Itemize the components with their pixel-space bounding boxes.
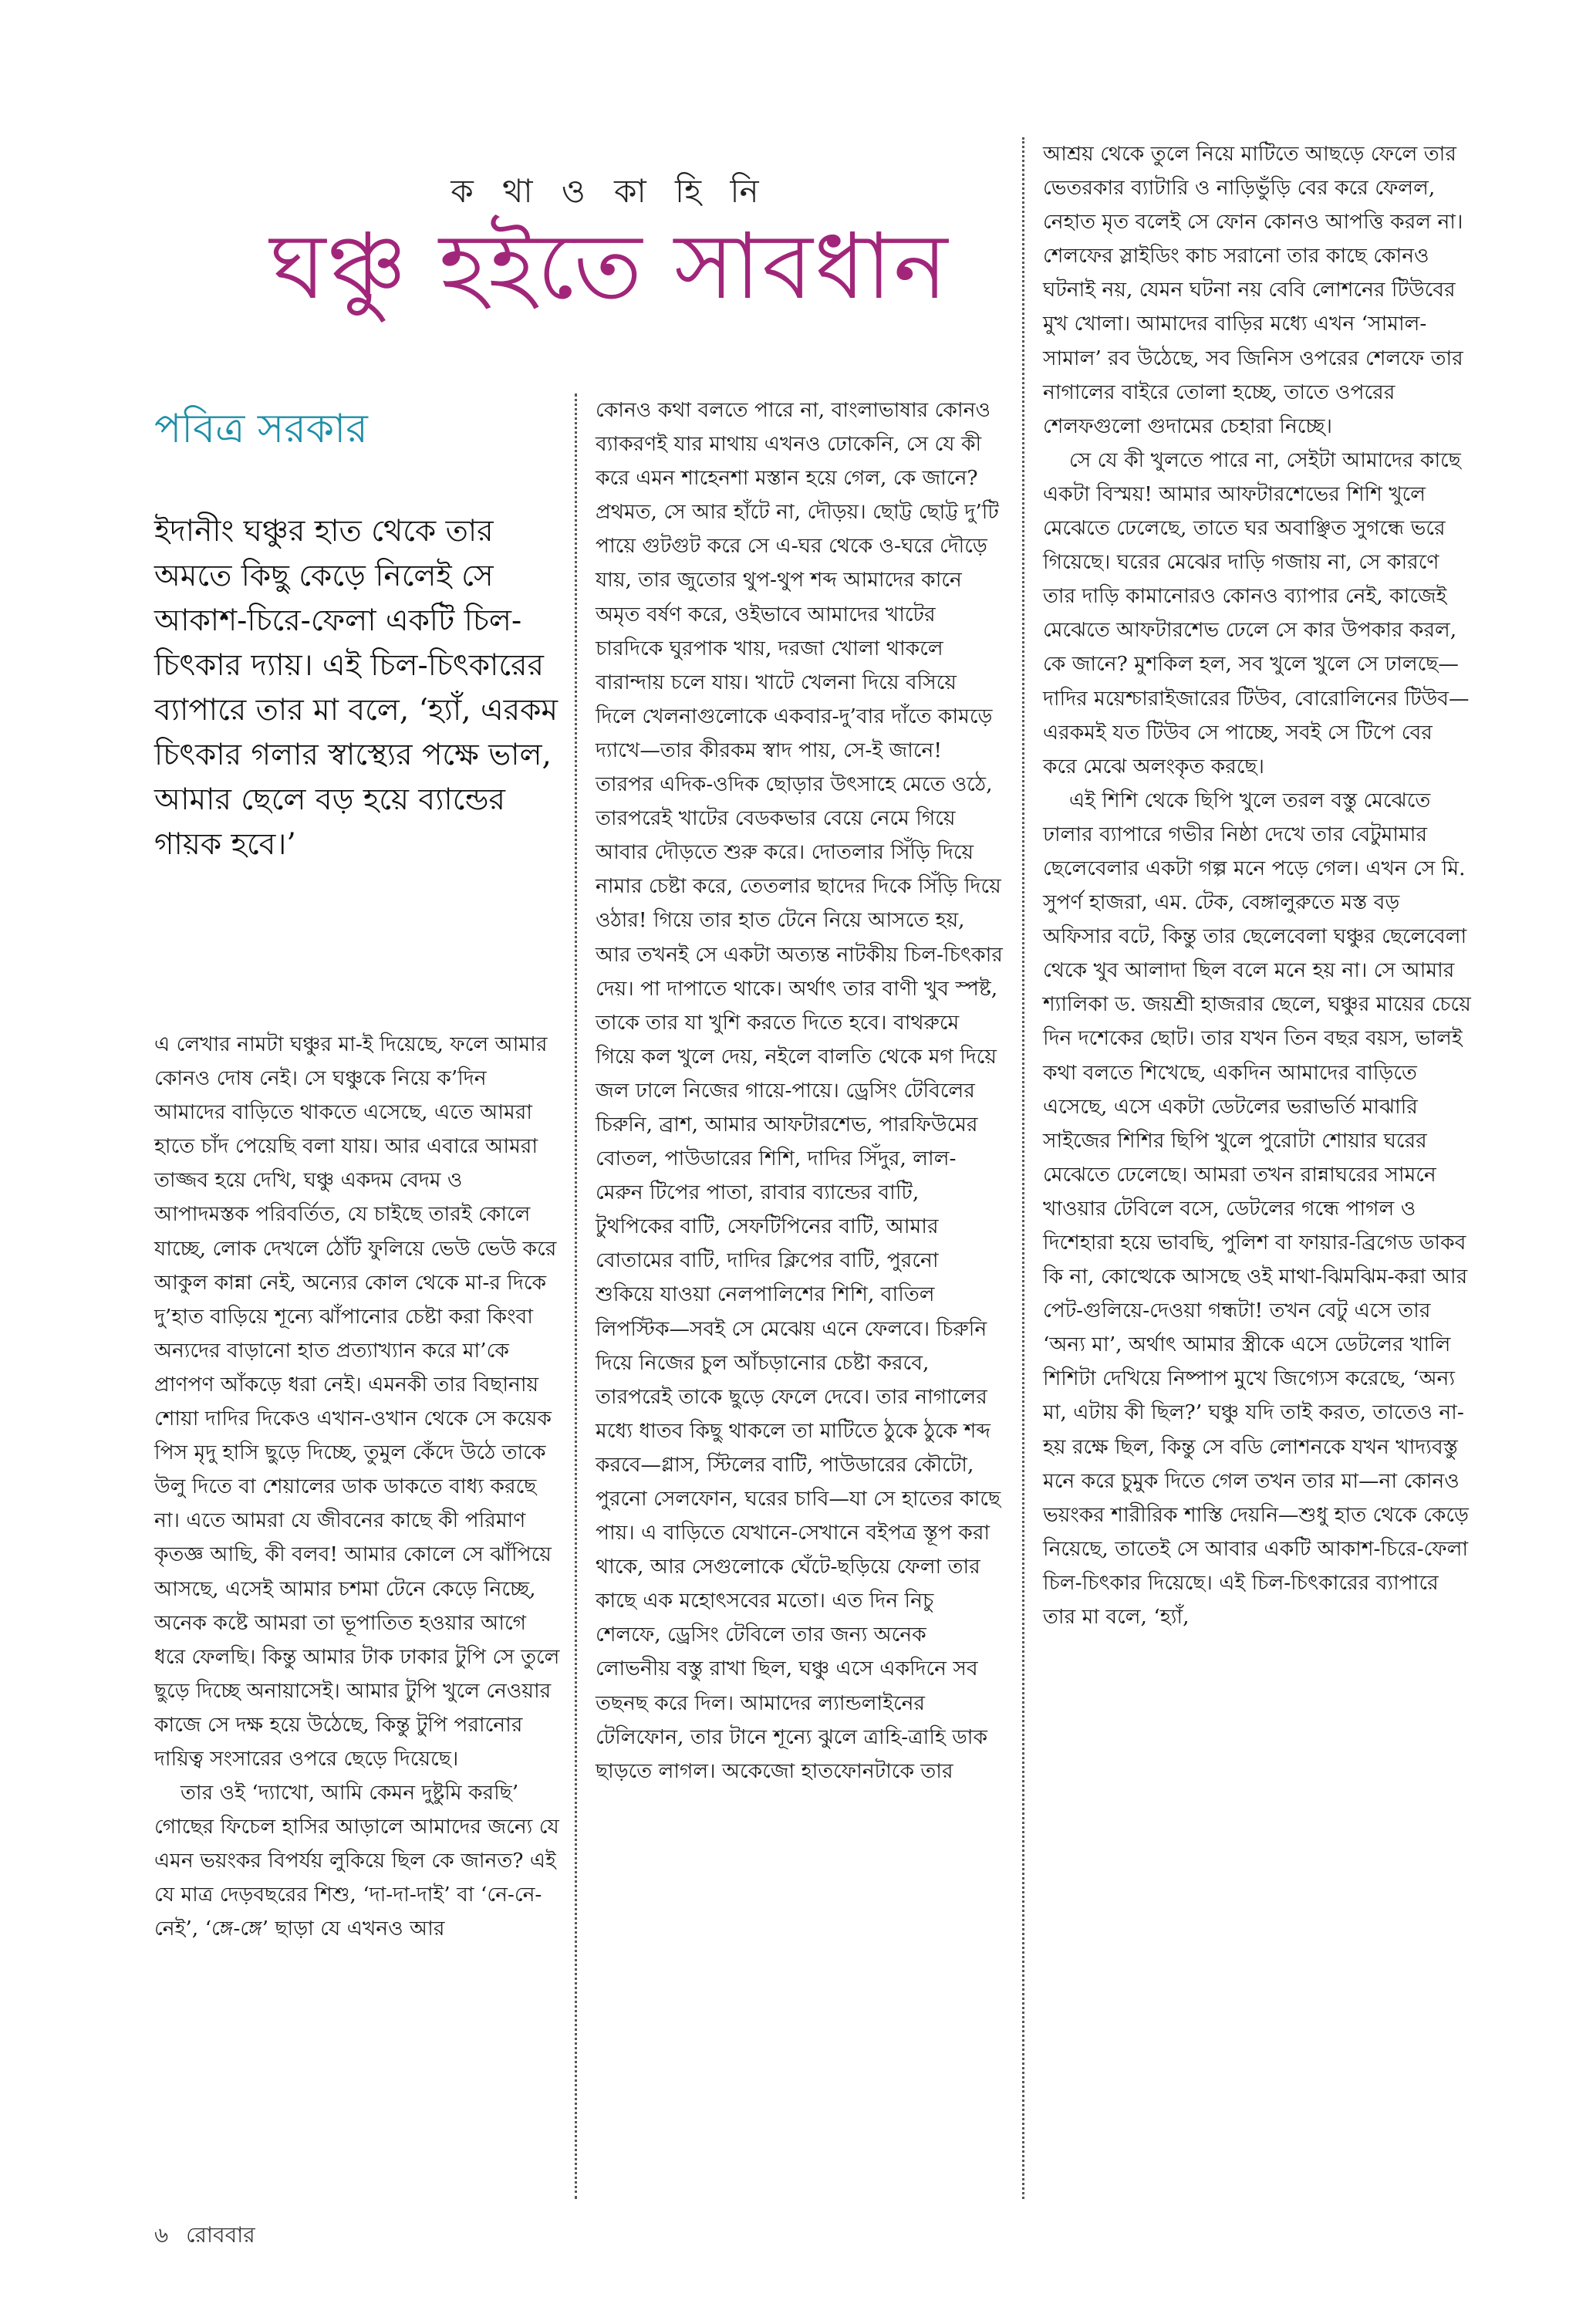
column-divider bbox=[575, 394, 577, 2199]
paragraph: সে যে কী খুলতে পারে না, সেইটা আমাদের কাছে একটা বিস্ময়! আমার আফটারশেভের শিশি খুলে মেঝেতে ঢেলেছে, তাতে ঘর অবাঞ্ছিত সুগন্ধে ভরে গিয়েছে। ঘরের মেঝের দাড়ি গজায় না, সে কারণে তার দাড়ি কামানোরও কোনও ব্যাপার নেই, কাজেই মেঝেতে আফটারশেভ ঢেলে সে কার উপকার করল, কে জানে? মুশকিল হল, সব খুলে খুলে সে ঢালছে—দাদির ময়েশ্চারাইজারের টিউব, বোরোলিনের টিউব—এরকমই যত টিউব সে পাচ্ছে, সবই সে টিপে বের করে মেঝে অলংকৃত করছে। bbox=[1043, 448, 1470, 779]
paragraph: তার ওই ‘দ্যাখো, আমি কেমন দুষ্টুমি করছি’ গোছের ফিচেল হাসির আড়ালে আমাদের জন্যে যে এমন ভয়ংকর বিপর্যয় লুকিয়ে ছিল কে জানত? এই যে মাত্র দেড়বছরের শিশু, ‘দা-দা-দাই’ বা ‘নে-নে-নেই’, ‘ঙ্গে-ঙ্গে’ ছাড়া যে এখনও আর bbox=[154, 1781, 559, 1941]
body-column-1 bbox=[154, 1028, 563, 1947]
body-column-3 bbox=[1043, 137, 1471, 1634]
author-name: পবিত্র সরকার bbox=[154, 406, 368, 452]
paragraph: এই শিশি থেকে ছিপি খুলে তরল বস্তু মেঝেতে ঢালার ব্যাপারে গভীর নিষ্ঠা দেখে তার বেটুমামার ছেলেবেলার একটা গল্প মনে পড়ে গেল। এখন সে মি. সুপর্ণ হাজরা, এম. টেক, বেঙ্গালুরুতে মস্ত বড় অফিসার বটে, কিন্তু তার ছেলেবেলা ঘঞ্চুর ছেলেবেলা থেকে খুব আলাদা ছিল বলে মনে হয় না। সে আমার শ্যালিকা ড. জয়শ্রী হাজরার ছেলে, ঘঞ্চুর মায়ের চেয়ে দিন দশেকের ছোট। তার যখন তিন বছর বয়স, ভালই কথা বলতে শিখেছে, একদিন আমাদের বাড়িতে এসেছে, এসে একটা ডেটলের ভরাভর্তি মাঝারি সাইজের শিশির ছিপি খুলে পুরোটা শোয়ার ঘরের মেঝেতে ঢেলেছে। আমরা তখন রান্নাঘরের সামনে খাওয়ার টেবিলে বসে, ডেটলের গন্ধে পাগল ও দিশেহারা হয়ে ভাবছি, পুলিশ বা ফায়ার-ব্রিগেড ডাকব কি না, কোত্থেকে আসছে ওই মাথা-ঝিমঝিম-করা আর পেট-গুলিয়ে-দেওয়া গন্ধটা! তখন বেটু এসে তার ‘অন্য মা’, অর্থাৎ আমার স্ত্রীকে এসে ডেটলের খালি শিশিটা দেখিয়ে নিষ্পাপ মুখে জিগ্যেস করেছে, ‘অন্য মা, এটায় কী ছিল?’ ঘঞ্চু যদি তাই করত, তাতেও না-হয় রক্ষে ছিল, কিন্তু সে বডি লোশনকে যখন খাদ্যবস্তু মনে করে চুমুক দিতে গেল তখন তার মা—না কোনও ভয়ংকর শারীরিক শাস্তি দেয়নি—শুধু হাত থেকে কেড়ে নিয়েছে, তাতেই সে আবার একটি আকাশ-চিরে-ফেলা চিল-চিৎকার দিয়েছে। এই চিল-চিৎকারের ব্যাপারে তার মা বলে, ‘হ্যাঁ, bbox=[1043, 788, 1471, 1630]
magazine-name: রোববার bbox=[186, 2222, 255, 2248]
article-title: ঘঞ্চু হইতে সাবধান bbox=[269, 213, 950, 319]
pull-quote bbox=[154, 509, 563, 867]
section-kicker: ক থা ও কা হি নি bbox=[451, 172, 768, 210]
paragraph: কোনও কথা বলতে পারে না, বাংলাভাষার কোনও ব্যাকরণই যার মাথায় এখনও ঢোকেনি, সে যে কী করে এমন শাহেনশা মস্তান হয়ে গেল, কে জানে? প্রথমত, সে আর হাঁটে না, দৌড়য়। ছোট্ট ছোট্ট দু’টি পায়ে গুটগুট করে সে এ-ঘর থেকে ও-ঘরে দৌড়ে যায়, তার জুতোর থুপ-থুপ শব্দ আমাদের কানে অমৃত বর্ষণ করে, ওইভাবে আমাদের খাটের চারদিকে ঘুরপাক খায়, দরজা খোলা থাকলে বারান্দায় চলে যায়। খাটে খেলনা দিয়ে বসিয়ে দিলে খেলনাগুলোকে একবার-দু’বার দাঁতে কামড়ে দ্যাখে—তার কীরকম স্বাদ পায়, সে-ই জানে! তারপর এদিক-ওদিক ছোড়ার উৎসাহে মেতে ওঠে, তারপরেই খাটের বেডকভার বেয়ে নেমে গিয়ে আবার দৌড়তে শুরু করে। দোতলার সিঁড়ি দিয়ে নামার চেষ্টা করে, তেতলার ছাদের দিকে সিঁড়ি দিয়ে ওঠার! গিয়ে তার হাত টেনে নিয়ে আসতে হয়, আর তখনই সে একটা অত্যন্ত নাটকীয় চিল-চিৎকার দেয়। পা দাপাতে থাকে। অর্থাৎ তার বাণী খুব স্পষ্ট, তাকে তার যা খুশি করতে দিতে হবে। বাথরুমে গিয়ে কল খুলে দেয়, নইলে বালতি থেকে মগ দিয়ে জল ঢালে নিজের গায়ে-পায়ে। ড্রেসিং টেবিলের চিরুনি, ব্রাশ, আমার আফটারশেভ, পারফিউমের বোতল, পাউডারের শিশি, দাদির সিঁদুর, লাল-মেরুন টিপের পাতা, রাবার ব্যান্ডের বাটি, টুথপিকের বাটি, সেফটিপিনের বাটি, আমার বোতামের বাটি, দাদির ক্লিপের বাটি, পুরনো শুকিয়ে যাওয়া নেলপালিশের শিশি, বাতিল লিপস্টিক—সবই সে মেঝেয় এনে ফেলবে। চিরুনি দিয়ে নিজের চুল আঁচড়ানোর চেষ্টা করবে, তারপরেই তাকে ছুড়ে ফেলে দেবে। তার নাগালের মধ্যে ধাতব কিছু থাকলে তা মাটিতে ঠুকে ঠুকে শব্দ করবে—গ্লাস, স্টিলের বাটি, পাউডারের কৌটো, পুরনো সেলফোন, ঘরের চাবি—যা সে হাতের কাছে পায়। এ বাড়িতে যেখানে-সেখানে বইপত্র স্তূপ করা থাকে, আর সেগুলোকে ঘেঁটে-ছড়িয়ে ফেলা তার কাছে এক মহোৎসবের মতো। এত দিন নিচু শেলফে, ড্রেসিং টেবিলে তার জন্য অনেক লোভনীয় বস্তু রাখা ছিল, ঘঞ্চু এসে একদিনে সব তছনছ করে দিল। আমাদের ল্যান্ডলাইনের টেলিফোন, তার টানে শূন্যে ঝুলে ত্রাহি-ত্রাহি ডাক ছাড়তে লাগল। অকেজো হাতফোনটাকে তার bbox=[596, 398, 1003, 1783]
paragraph: এ লেখার নামটা ঘঞ্চুর মা-ই দিয়েছে, ফলে আমার কোনও দোষ নেই। সে ঘঞ্চুকে নিয়ে ক’দিন আমাদের বাড়িতে থাকতে এসেছে, এতে আমরা হাতে চাঁদ পেয়েছি বলা যায়। আর এবারে আমরা তাজ্জব হয়ে দেখি, ঘঞ্চু একদম বেদম ও আপাদমস্তক পরিবর্তিত, যে চাইছে তারই কোলে যাচ্ছে, লোক দেখলে ঠোঁট ফুলিয়ে ভেউ ভেউ করে আকুল কান্না নেই, অন্যের কোল থেকে মা-র দিকে দু’হাত বাড়িয়ে শূন্যে ঝাঁপানোর চেষ্টা করা কিংবা অন্যদের বাড়ানো হাত প্রত্যাখ্যান করে মা’কে প্রাণপণ আঁকড়ে ধরা নেই। এমনকী তার বিছানায় শোয়া দাদির দিকেও এখান-ওখান থেকে সে কয়েক পিস মৃদু হাসি ছুড়ে দিচ্ছে, তুমুল কেঁদে উঠে তাকে উলু দিতে বা শেয়ালের ডাক ডাকতে বাধ্য করছে না। এতে আমরা যে জীবনের কাছে কী পরিমাণ কৃতজ্ঞ আছি, কী বলব! আমার কোলে সে ঝাঁপিয়ে আসছে, এসেই আমার চশমা টেনে কেড়ে নিচ্ছে, অনেক কষ্টে আমরা তা ভূপাতিত হওয়ার আগে ধরে ফেলছি। কিন্তু আমার টাক ঢাকার টুপি সে তুলে ছুড়ে দিচ্ছে অনায়াসেই। আমার টুপি খুলে নেওয়ার কাজে সে দক্ষ হয়ে উঠেছে, কিন্তু টুপি পরানোর দায়িত্ব সংসারের ওপরে ছেড়ে দিয়েছে। bbox=[154, 1032, 560, 1771]
paragraph: আশ্রয় থেকে তুলে নিয়ে মাটিতে আছড়ে ফেলে তার ভেতরকার ব্যাটারি ও নাড়িভুঁড়ি বের করে ফেলল, নেহাত মৃত বলেই সে ফোন কোনও আপত্তি করল না। শেলফের স্লাইডিং কাচ সরানো তার কাছে কোনও ঘটনাই নয়, যেমন ঘটনা নয় বেবি লোশনের টিউবের মুখ খোলা। আমাদের বাড়ির মধ্যে এখন ‘সামাল-সামাল’ রব উঠেছে, সব জিনিস ওপরের শেলফে তার নাগালের বাইরে তোলা হচ্ছে, তাতে ওপরের শেলফগুলো গুদামের চেহারা নিচ্ছে। bbox=[1043, 142, 1463, 438]
page-footer bbox=[154, 2218, 255, 2255]
body-column-2 bbox=[596, 394, 1003, 1789]
page-number: ৬ bbox=[154, 2222, 169, 2248]
pull-quote-text: ইদানীং ঘঞ্চুর হাত থেকে তার অমতে কিছু কেড়ে নিলেই সে আকাশ-চিরে-ফেলা একটি চিল-চিৎকার দ্যায়। এই চিল-চিৎকারের ব্যাপারে তার মা বলে, ‘হ্যাঁ, এরকম চিৎকার গলার স্বাস্থ্যের পক্ষে ভাল, আমার ছেলে বড় হয়ে ব্যান্ডের গায়ক হবে।’ bbox=[154, 514, 559, 862]
column-divider bbox=[1022, 137, 1024, 2199]
